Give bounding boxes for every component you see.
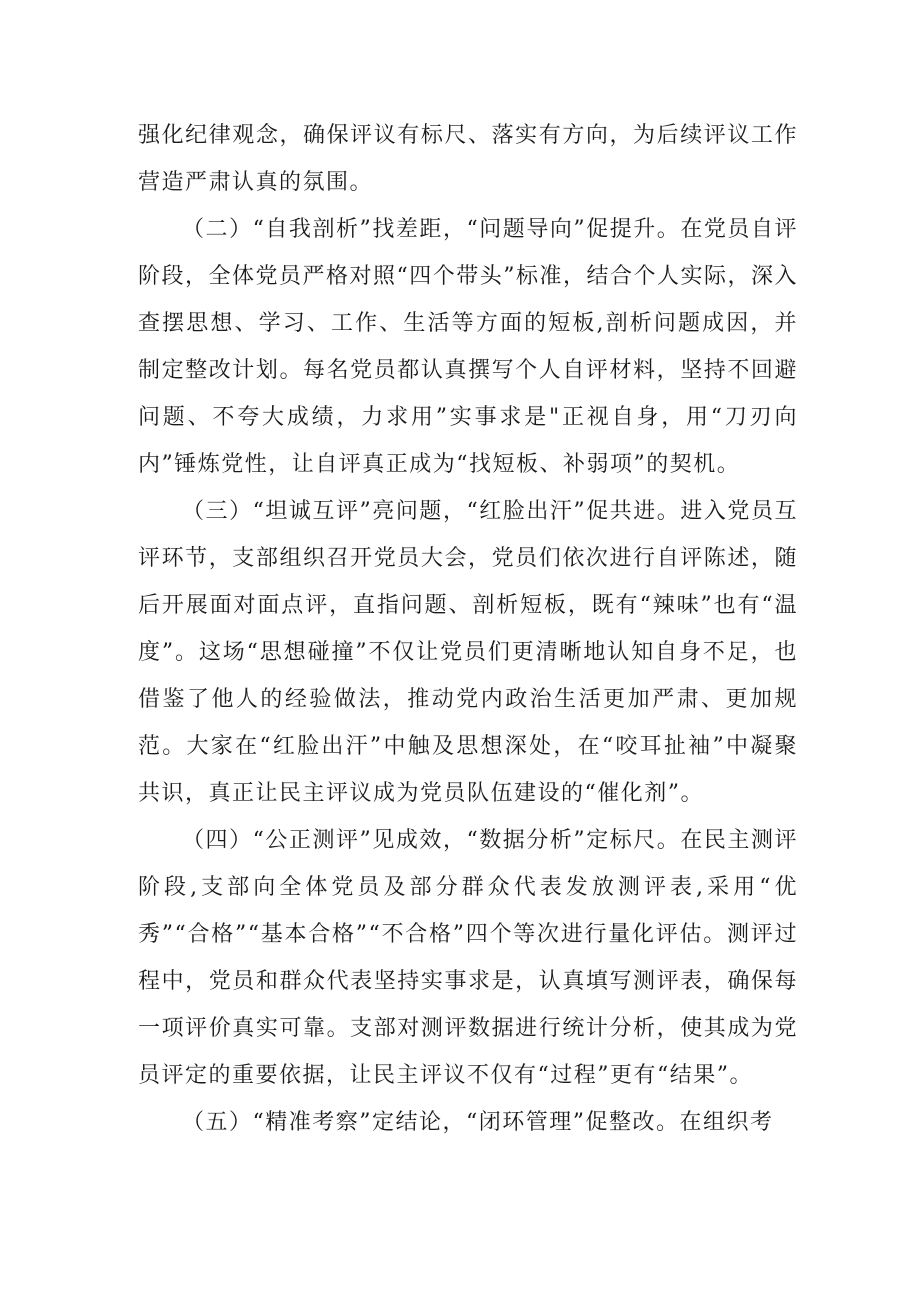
paragraph-continuation: 强化纪律观念，确保评议有标尺、落实有方向，为后续评议工作营造严肃认真的氛围。 [138, 123, 798, 195]
paragraph-self-analysis: （二）“自我剖析”找差距，“问题导向”促提升。在党员自评阶段，全体党员严格对照“四个带头”标准，结合个人实际，深入查摆思想、学习、工作、生活等方面的短板,剖析问题成因，并制定整改计划。每名党员都认真撰写个人自评材料，坚持不回避问题、不夸大成绩，力求用”实事求是"正视自身，用“刀刃向内”锤炼党性，让自评真正成为“找短板、补弱项”的契机。 [138, 217, 798, 477]
paragraph-precise-inspection: （五）“精准考察”定结论，“闭环管理”促整改。在组织考 [182, 1110, 774, 1135]
paragraph-mutual-review: （三）“坦诚互评”亮问题，“红脸出汗”促共进。进入党员互评环节，支部组织召开党员大会，党员们依次进行自评陈述，随后开展面对面点评，直指问题、剖析短板，既有“辣味”也有“温度”。这场“思想碰撞”不仅让党员们更清晰地认知自身不足，也借鉴了他人的经验做法，推动党内政治生活更加严肃、更加规范。大家在“红脸出汗”中触及思想深处，在“咬耳扯袖”中凝聚共识，真正让民主评议成为党员队伍建设的“催化剂”。 [138, 499, 798, 806]
paragraph-democratic-assessment: （四）“公正测评”见成效，“数据分析”定标尺。在民主测评阶段,支部向全体党员及部分群众代表发放测评表,采用“优秀”“合格”“基本合格”“不合格”四个等次进行量化评估。测评过程中，党员和群众代表坚持实事求是，认真填写测评表，确保每一项评价真实可靠。支部对测评数据进行统计分析，使其成为党员评定的重要依据，让民主评议不仅有“过程”更有“结果”。 [138, 828, 798, 1088]
document-body [138, 112, 798, 1146]
